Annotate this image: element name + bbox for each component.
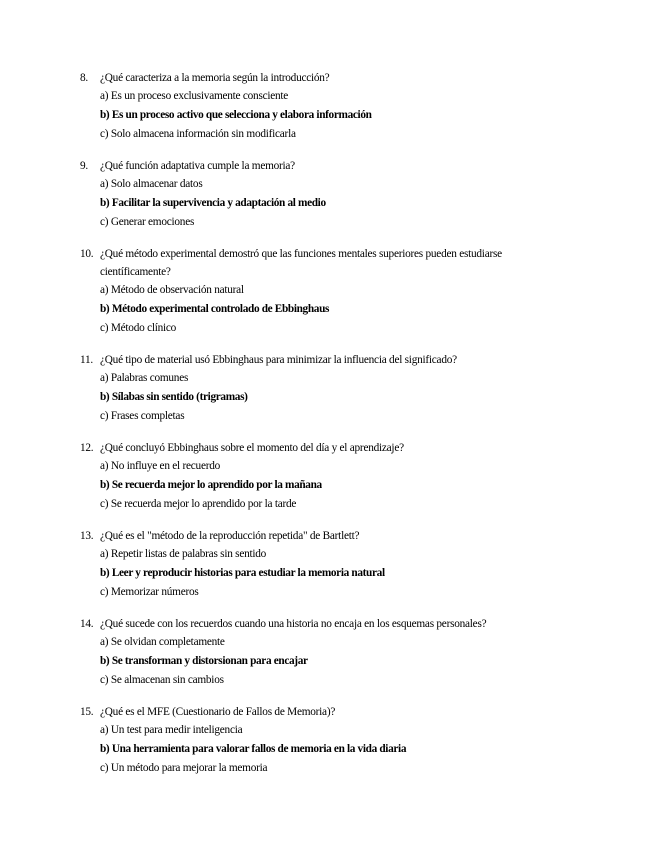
- question-line: [0, 439, 655, 457]
- answer-option: c) Generar emociones: [100, 216, 195, 228]
- question-number: 12.: [80, 442, 94, 454]
- answer-options: [0, 457, 655, 514]
- answer-options: [0, 175, 655, 232]
- answer-option-correct: b) Es un proceso activo que selecciona y elabora información: [100, 109, 372, 121]
- answer-option: a) Solo almacenar datos: [100, 178, 203, 190]
- question-text: ¿Qué caracteriza a la memoria según la introducción?: [100, 72, 330, 84]
- answer-option: c) Método clínico: [100, 322, 177, 334]
- question-number: 15.: [80, 706, 94, 718]
- answer-option: c) Se recuerda mejor lo aprendido por la tarde: [100, 498, 297, 510]
- answer-option-correct: b) Una herramienta para valorar fallos de memoria en la vida diaria: [100, 743, 407, 755]
- question-text: ¿Qué es el MFE (Cuestionario de Fallos de Memoria)?: [100, 706, 336, 718]
- question-text: ¿Qué tipo de material usó Ebbinghaus para minimizar la influencia del significado?: [100, 354, 457, 366]
- question-block: [0, 157, 655, 232]
- answer-options: [0, 545, 655, 602]
- question-text: ¿Qué es el "método de la reproducción repetida" de Bartlett?: [100, 530, 360, 542]
- answer-option: a) Un test para medir inteligencia: [100, 724, 243, 736]
- answer-option: a) No influye en el recuerdo: [100, 460, 221, 472]
- answer-option: c) Frases completas: [100, 410, 185, 422]
- question-number: 11.: [80, 354, 93, 366]
- answer-options: [0, 87, 655, 144]
- answer-option-correct: b) Se recuerda mejor lo aprendido por la mañana: [100, 479, 322, 491]
- question-line: [0, 245, 655, 281]
- answer-option-correct: b) Leer y reproducir historias para estudiar la memoria natural: [100, 567, 385, 579]
- question-number: 13.: [80, 530, 94, 542]
- answer-options: [0, 633, 655, 690]
- question-line: [0, 703, 655, 721]
- question-line: [0, 69, 655, 87]
- answer-option-correct: b) Sílabas sin sentido (trigramas): [100, 391, 248, 403]
- question-line: [0, 351, 655, 369]
- question-block: [0, 351, 655, 426]
- answer-option-correct: b) Facilitar la supervivencia y adaptación al medio: [100, 197, 326, 209]
- answer-options: [0, 369, 655, 426]
- question-text: ¿Qué sucede con los recuerdos cuando una historia no encaja en los esquemas personales?: [100, 618, 487, 630]
- question-block: [0, 703, 655, 778]
- question-line: [0, 527, 655, 545]
- question-block: [0, 69, 655, 144]
- answer-option: a) Repetir listas de palabras sin sentido: [100, 548, 267, 560]
- question-block: [0, 527, 655, 602]
- answer-option: c) Memorizar números: [100, 586, 199, 598]
- question-block: [0, 439, 655, 514]
- question-number: 9.: [80, 160, 88, 172]
- question-number: 10.: [80, 248, 94, 260]
- question-list: [0, 69, 655, 778]
- answer-option: a) Palabras comunes: [100, 372, 189, 384]
- answer-option: a) Método de observación natural: [100, 284, 244, 296]
- answer-option-correct: b) Método experimental controlado de Ebbinghaus: [100, 303, 330, 315]
- question-block: [0, 615, 655, 690]
- answer-option: a) Es un proceso exclusivamente consciente: [100, 90, 289, 102]
- question-text: ¿Qué función adaptativa cumple la memoria?: [100, 160, 295, 172]
- answer-option: c) Se almacenan sin cambios: [100, 674, 224, 686]
- answer-option-correct: b) Se transforman y distorsionan para encajar: [100, 655, 308, 667]
- question-line: [0, 157, 655, 175]
- question-number: 14.: [80, 618, 94, 630]
- question-text: ¿Qué concluyó Ebbinghaus sobre el momento del día y el aprendizaje?: [100, 442, 404, 454]
- answer-option: c) Solo almacena información sin modificarla: [100, 128, 296, 140]
- question-text: ¿Qué método experimental demostró que las funciones mentales superiores pueden estudiarse científicamente?: [100, 248, 502, 278]
- answer-options: [0, 721, 655, 778]
- answer-option: a) Se olvidan completamente: [100, 636, 225, 648]
- answer-options: [0, 281, 655, 338]
- answer-option: c) Un método para mejorar la memoria: [100, 762, 268, 774]
- question-number: 8.: [80, 72, 88, 84]
- question-block: [0, 245, 655, 338]
- question-line: [0, 615, 655, 633]
